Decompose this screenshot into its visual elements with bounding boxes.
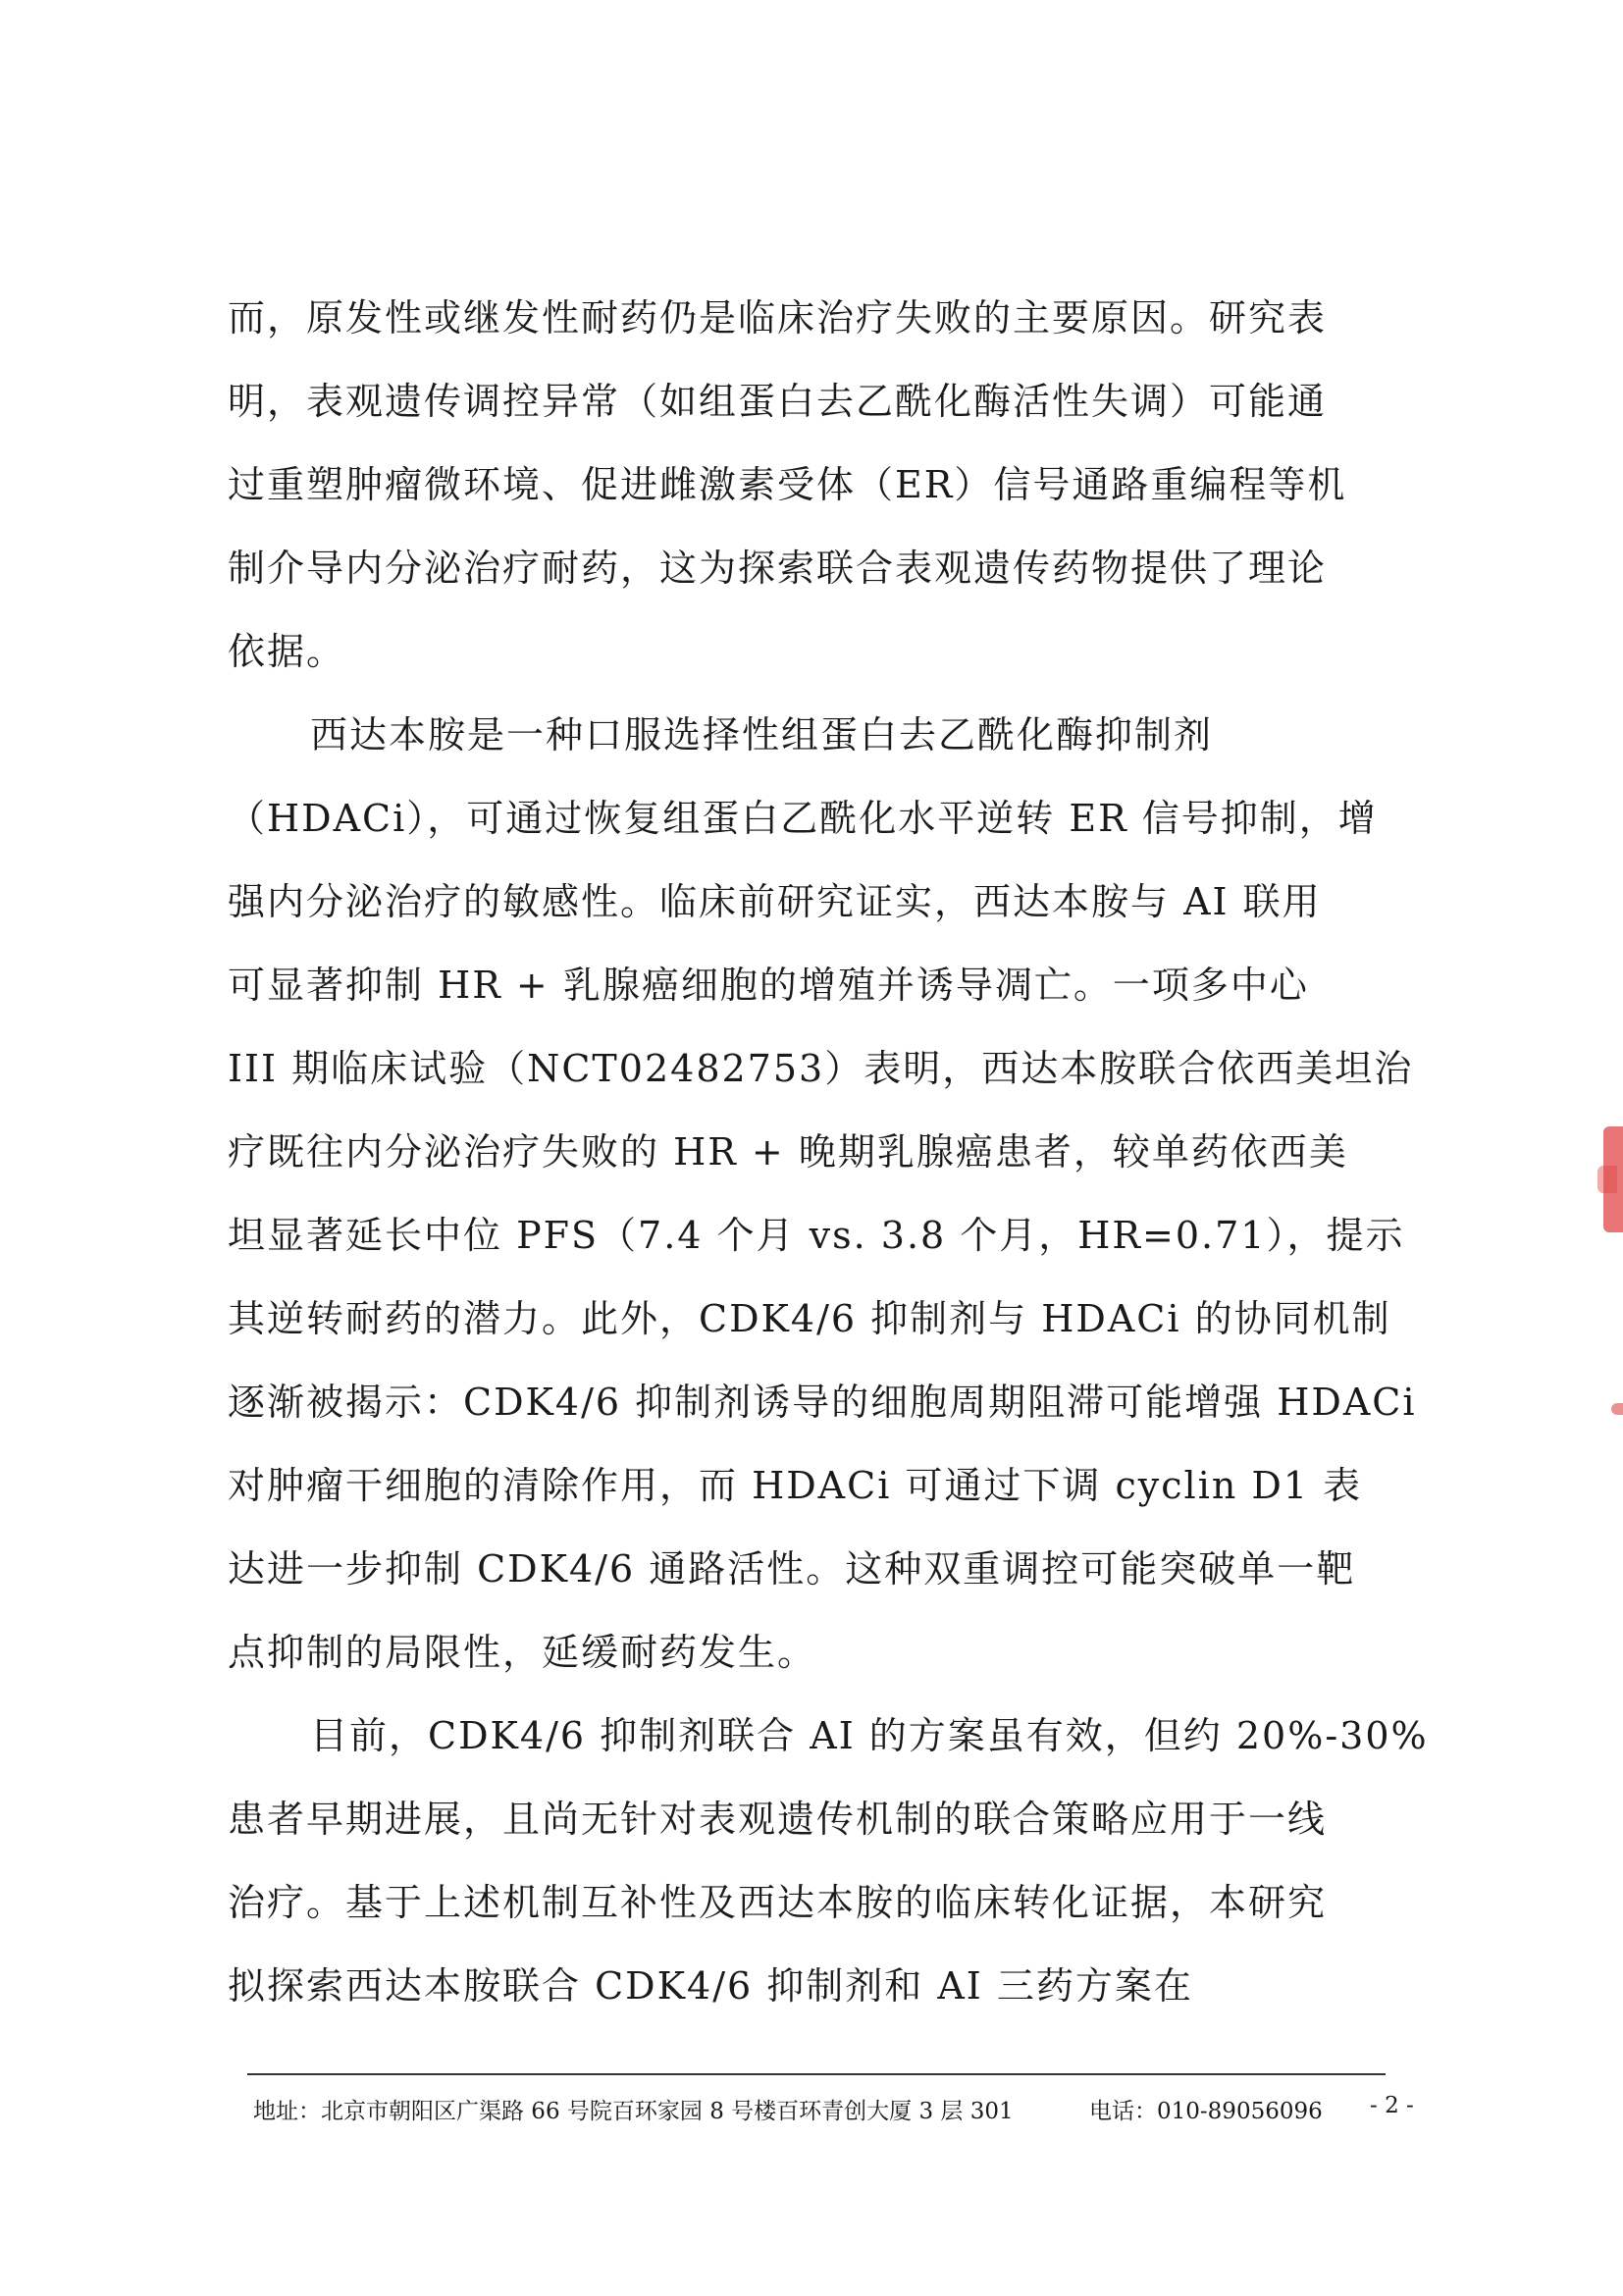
paragraph-line: 强内分泌治疗的敏感性。临床前研究证实，西达本胺与 AI 联用 [228,880,1322,923]
paragraph-line: （HDACi），可通过恢复组蛋白乙酰化水平逆转 ER 信号抑制，增 [228,797,1378,840]
paragraph-line: 坦显著延长中位 PFS（7.4 个月 vs. 3.8 个月，HR=0.71），提示 [228,1214,1405,1257]
paragraph-line: 达进一步抑制 CDK4/6 通路活性。这种双重调控可能突破单一靶 [228,1547,1356,1591]
paragraph-line: 拟探索西达本胺联合 CDK4/6 抑制剂和 AI 三药方案在 [228,1964,1193,2008]
paragraph-line: 可显著抑制 HR + 乳腺癌细胞的增殖并诱导凋亡。一项多中心 [228,964,1309,1007]
paragraph-line: 明，表观遗传调控异常（如组蛋白去乙酰化酶活性失调）可能通 [228,380,1328,423]
paragraph-2 [228,694,1417,1695]
body-text [228,277,1429,2028]
paragraph-line: 制介导内分泌治疗耐药，这为探索联合表观遗传药物提供了理论 [228,547,1328,590]
paragraph-3 [228,1695,1429,2028]
paragraph-line: 患者早期进展，且尚无针对表观遗传机制的联合策略应用于一线 [228,1798,1328,1841]
paragraph-line: 治疗。基于上述机制互补性及西达本胺的临床转化证据，本研究 [228,1881,1328,1924]
paragraph-line: 西达本胺是一种口服选择性组蛋白去乙酰化酶抑制剂 [310,713,1214,757]
paragraph-line: 而，原发性或继发性耐药仍是临床治疗失败的主要原因。研究表 [228,296,1328,339]
paragraph-line: III 期临床试验（NCT02482753）表明，西达本胺联合依西美坦治 [228,1047,1414,1090]
paragraph-line: 点抑制的局限性，延缓耐药发生。 [228,1631,817,1674]
paragraph-line: 依据。 [228,630,346,673]
footer-phone: 电话：010-89056096 [1089,2099,1323,2124]
paragraph-line: 其逆转耐药的潜力。此外，CDK4/6 抑制剂与 HDACi 的协同机制 [228,1297,1391,1340]
paragraph-line: 过重塑肿瘤微环境、促进雌激素受体（ER）信号通路重编程等机 [228,463,1347,506]
paragraph-line: 疗既往内分泌治疗失败的 HR + 晚期乳腺癌患者，较单药依西美 [228,1130,1348,1174]
seal-stamp-edge [1597,1166,1617,1193]
page-number: - 2 - [1370,2093,1414,2118]
footer-divider [247,2073,1386,2075]
paragraph-line: 目前，CDK4/6 抑制剂联合 AI 的方案虽有效，但约 20%-30% [310,1714,1429,1757]
seal-stamp-edge [1611,1403,1623,1415]
paragraph-1 [228,277,1411,694]
paragraph-line: 逐渐被揭示：CDK4/6 抑制剂诱导的细胞周期阻滞可能增强 HDACi [228,1381,1417,1424]
footer-address: 地址：北京市朝阳区广渠路 66 号院百环家园 8 号楼百环青创大厦 3 层 301 [253,2099,1014,2124]
paragraph-line: 对肿瘤干细胞的清除作用，而 HDACi 可通过下调 cyclin D1 表 [228,1464,1363,1507]
